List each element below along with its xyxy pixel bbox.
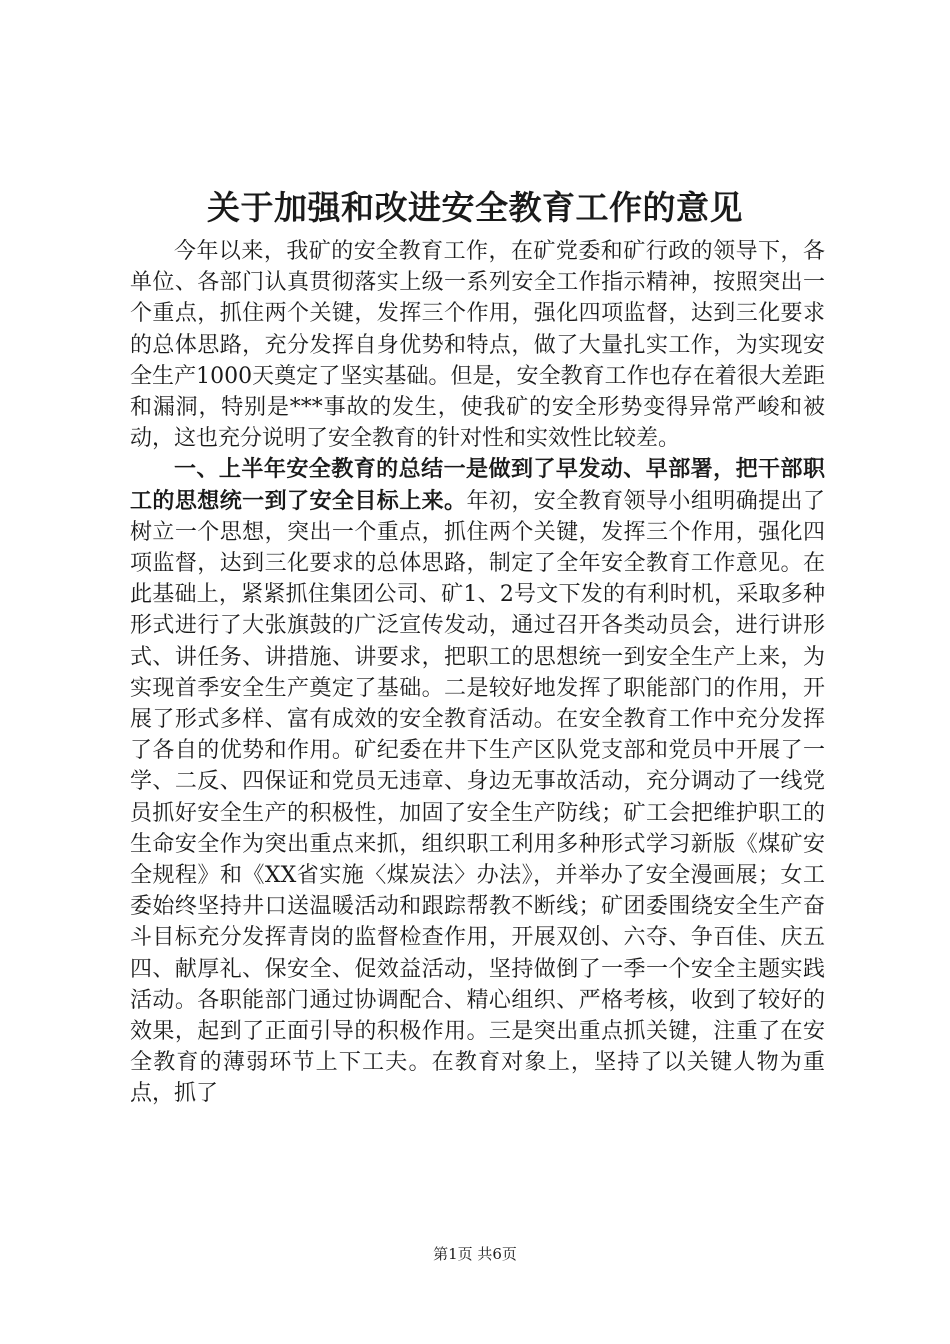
page-number-footer: 第1页 共6页 [433, 1245, 517, 1263]
document-body [130, 236, 825, 1110]
paragraph-text: 年初，安全教育领导小组明确提出了树立一个思想，突出一个重点，抓住两个关键，发挥三个作用，强化四项监督，达到三化要求的总体思路，制定了全年安全教育工作意见。在此基础上，紧紧抓住集团公司、矿1、2号文下发的有利时机，采取多种形式进行了大张旗鼓的广泛宣传发动，通过召开各类动员会，进行讲形式、讲任务、讲措施、讲要求，把职工的思想统一到安全生产上来，为实现首季安全生产奠定了基础。二是较好地发挥了职能部门的作用，开展了形式多样、富有成效的安全教育活动。在安全教育工作中充分发挥了各自的优势和作用。矿纪委在井下生产区队党支部和党员中开展了一学、二反、四保证和党员无违章、身边无事故活动，充分调动了一线党员抓好安全生产的积极性，加固了安全生产防线；矿工会把维护职工的生命安全作为突出重点来抓，组织职工利用多种形式学习新版《煤矿安全规程》和《XX省实施〈煤炭法〉办法》，并举办了安全漫画展；女工委始终坚持井口送温暖活动和跟踪帮教不断线；矿团委围绕安全生产奋斗目标充分发挥青岗的监督检查作用，开展双创、六夺、争百佳、庆五四、献厚礼、保安全、促效益活动，坚持做倒了一季一个安全主题实践活动。各职能部门通过协调配合、精心组织、严格考核，收到了较好的效果，起到了正面引导的积极作用。三是突出重点抓关键，注重了在安全教育的薄弱环节上下工夫。在教育对象上，坚持了以关键人物为重点，抓了 [130, 488, 825, 1107]
document-title: 关于加强和改进安全教育工作的意见 [207, 188, 743, 227]
paragraph-section-one [130, 454, 825, 1109]
paragraph-text: 今年以来，我矿的安全教育工作，在矿党委和矿行政的领导下，各单位、各部门认真贯彻落实上级一系列安全工作指示精神，按照突出一个重点，抓住两个关键，发挥三个作用，强化四项监督，达到三化要求的总体思路，充分发挥自身优势和特点，做了大量扎实工作，为实现安全生产1000天奠定了坚实基础。但是，安全教育工作也存在着很大差距和漏洞，特别是***事故的发生，使我矿的安全形势变得异常严峻和被动，这也充分说明了安全教育的针对性和实效性比较差。 [130, 239, 825, 452]
paragraph-lead: 一、上半年安全教育的总结一是做到了早发动、早部署，把干部职工的思想统一到了安全目标上来。 [130, 456, 825, 514]
paragraph-intro [130, 236, 825, 454]
